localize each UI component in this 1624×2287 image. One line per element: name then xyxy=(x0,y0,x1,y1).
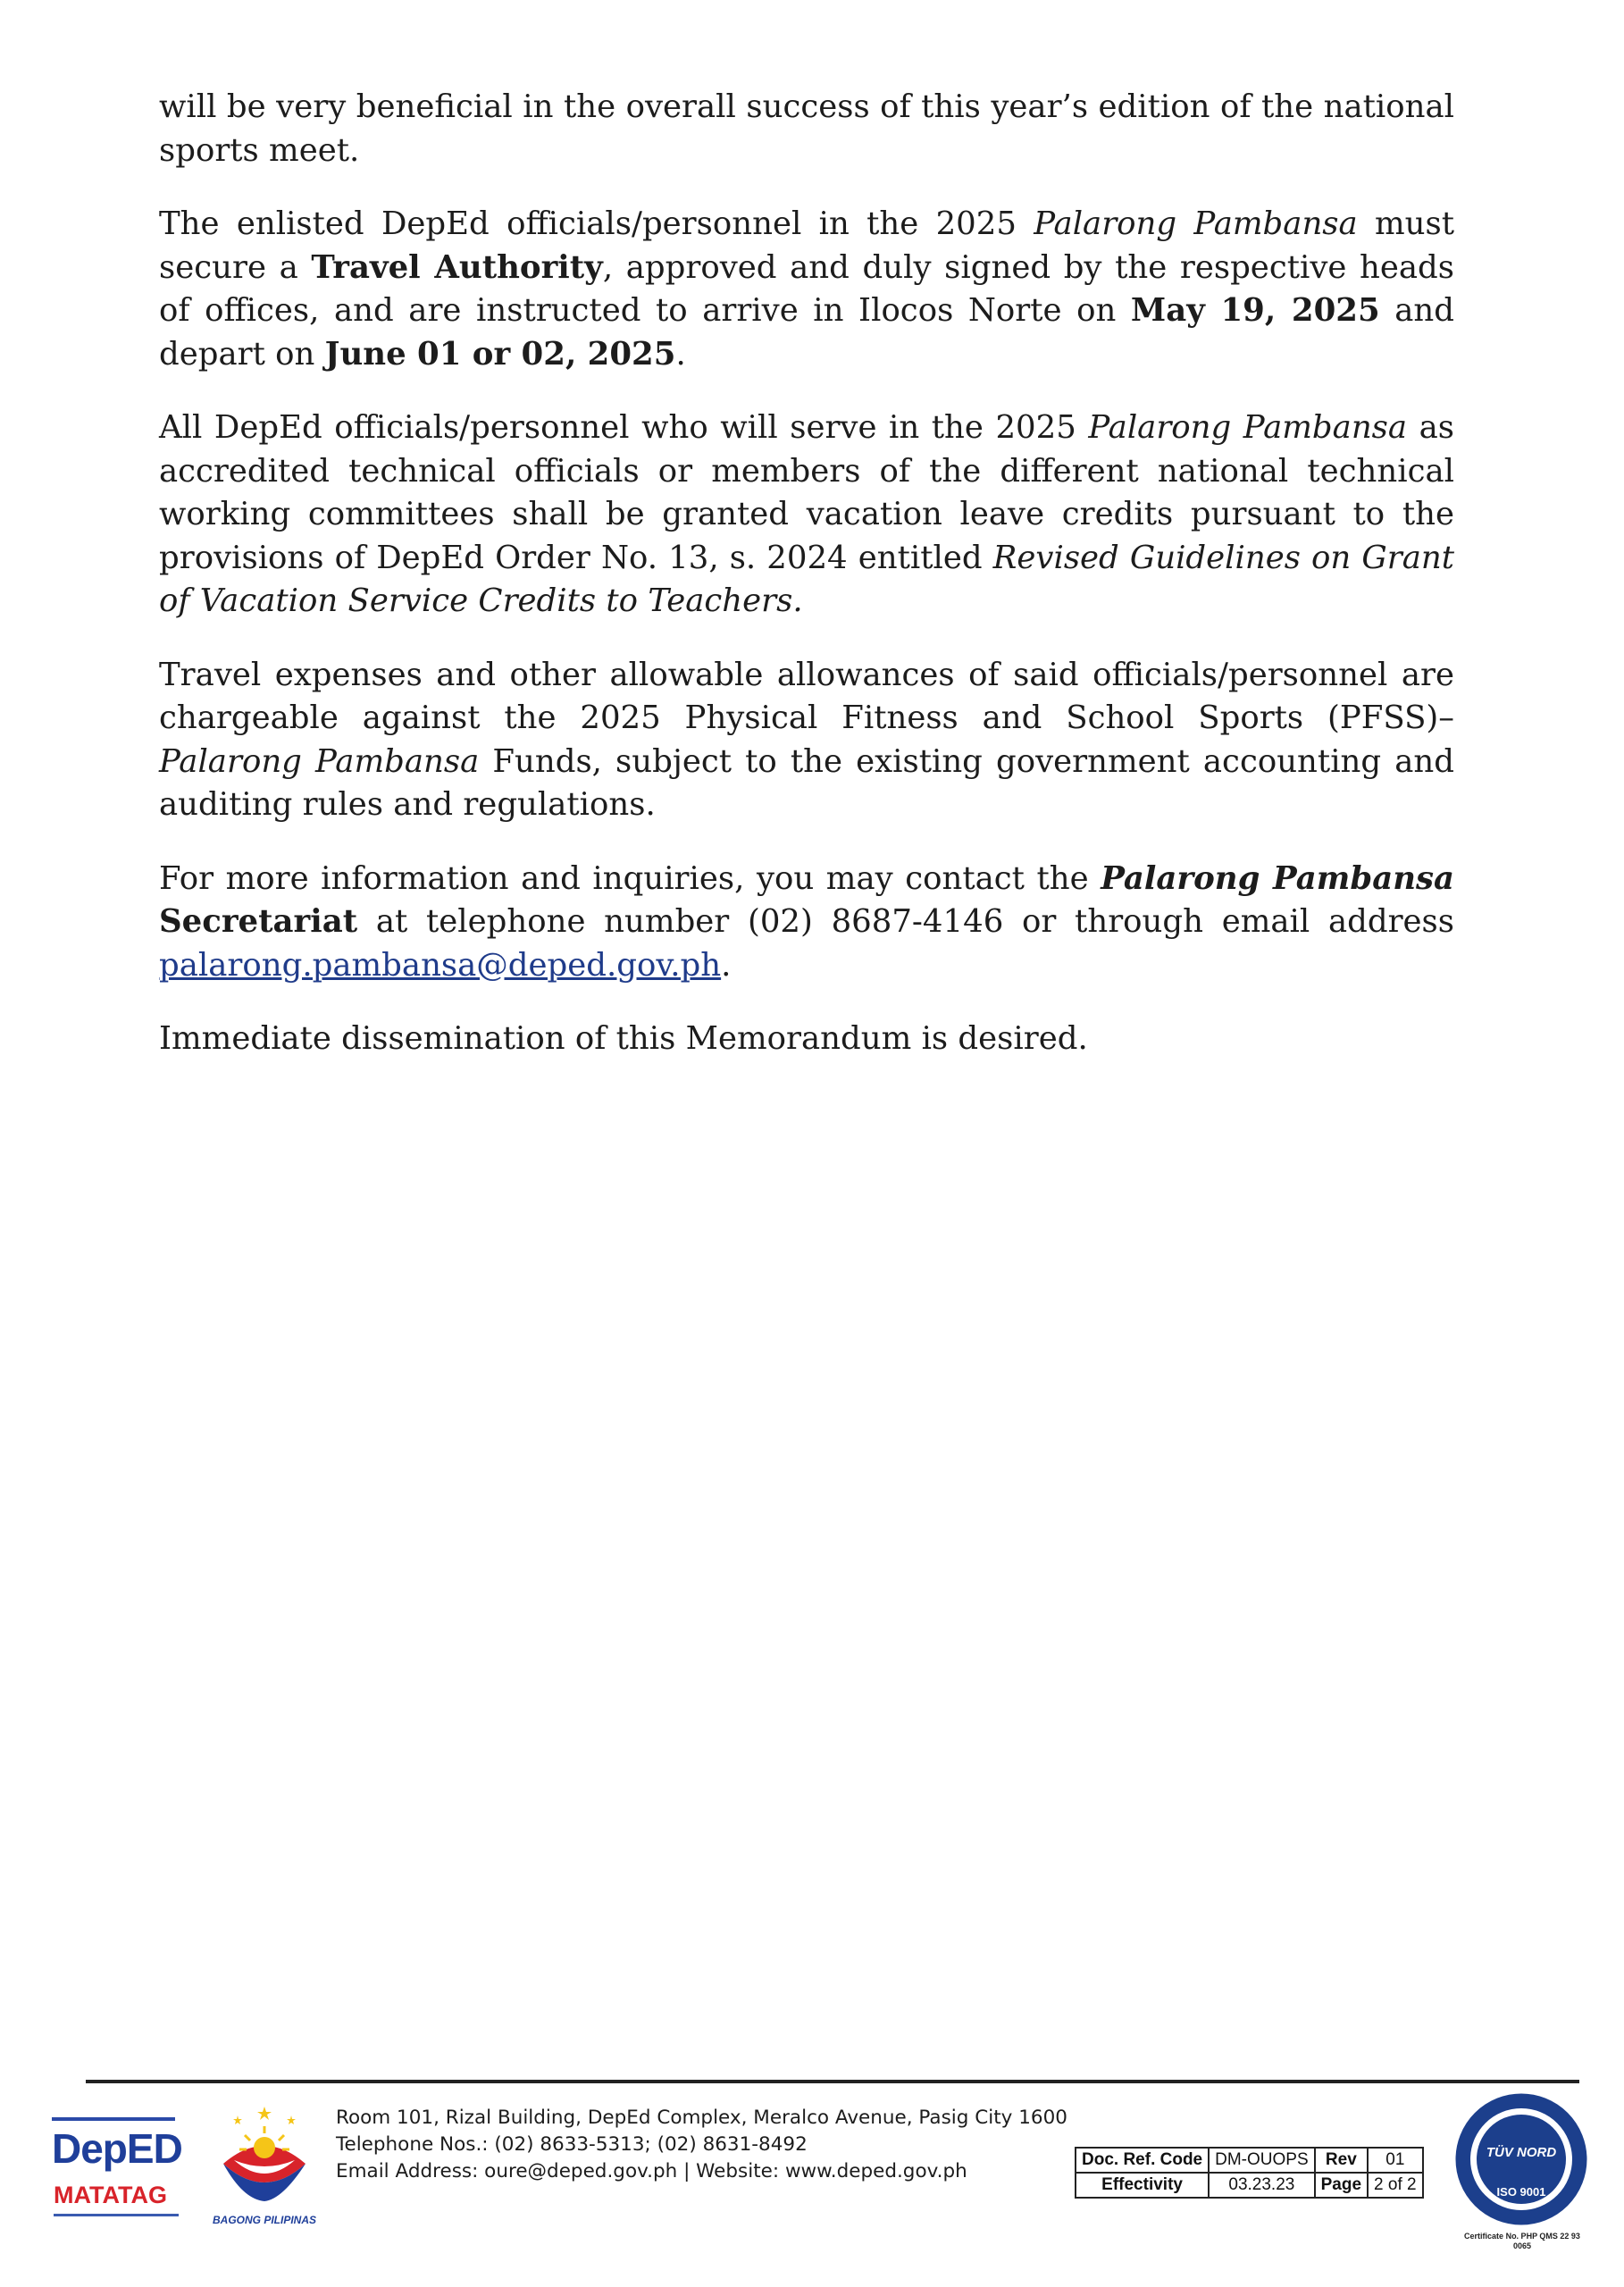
bagong-pilipinas-text: BAGONG PILIPINAS xyxy=(212,2214,316,2226)
departure-date: June 01 or 02, 2025 xyxy=(324,335,676,373)
iso-certificate-number: Certificate No. PHP QMS 22 93 0065 xyxy=(1464,2232,1580,2250)
paragraph-dissemination: Immediate dissemination of this Memorandum is desired. xyxy=(159,1020,1088,1057)
paragraph-travel-expenses: Travel expenses and other allowable allowances of said officials/personnel are chargeable against the 2025 Physical Fitness and School Sports (PFSS)–Palarong Pambansa Funds, subject to the existing government accounting and auditing rules and regulations. xyxy=(159,656,1454,823)
paragraph-contact: For more information and inquiries, you may contact the Palarong Pambansa Secretariat at telephone number (02) 8687-4146 or through email address palarong.pambansa@deped.gov.ph. xyxy=(159,859,1454,984)
doc-ref-value: DM-OUOPS xyxy=(1209,2148,1315,2173)
effectivity-value: 03.23.23 xyxy=(1209,2173,1315,2198)
page-label: Page xyxy=(1315,2173,1368,2198)
deped-matatag-logo xyxy=(52,2110,184,2233)
bagong-pilipinas-logo xyxy=(202,2101,327,2233)
email-website-line: Email Address: oure@deped.gov.ph | Website: www.deped.gov.ph xyxy=(336,2160,967,2182)
page-value: 2 of 2 xyxy=(1368,2173,1423,2198)
rev-value: 01 xyxy=(1368,2148,1423,2173)
table-row xyxy=(1076,2148,1423,2173)
logo-accent-line xyxy=(52,2117,175,2121)
office-address-block xyxy=(336,2105,1067,2185)
footer-divider xyxy=(86,2080,1579,2083)
rev-label: Rev xyxy=(1315,2148,1368,2173)
arrival-date: May 19, 2025 xyxy=(1130,292,1380,329)
telephone-line: Telephone Nos.: (02) 8633-5313; (02) 8631-8492 xyxy=(336,2133,808,2156)
memorandum-body xyxy=(159,86,1454,1092)
effectivity-label: Effectivity xyxy=(1076,2173,1209,2198)
doc-ref-label: Doc. Ref. Code xyxy=(1076,2148,1209,2173)
paragraph-travel-authority: The enlisted DepEd officials/personnel in the 2025 Palarong Pambansa must secure a Travel Authority, approved and duly signed by the respective heads of offices, and are instructed to arrive in Ilocos Norte on May 19, 2025 and depart on June 01 or 02, 2025. xyxy=(159,205,1455,373)
svg-text:ISO 9001: ISO 9001 xyxy=(1496,2185,1546,2199)
address-line: Room 101, Rizal Building, DepEd Complex, Meralco Avenue, Pasig City 1600 xyxy=(336,2107,1067,2129)
document-reference-table xyxy=(1075,2147,1424,2199)
order-title: Revised Guidelines on Grant of Vacation Service Credits to Teachers. xyxy=(159,539,1455,619)
matatag-wordmark: MATATAG xyxy=(54,2182,167,2208)
paragraph-sports-meet: will be very beneficial in the overall success of this year’s edition of the national sports meet. xyxy=(159,88,1454,169)
email-link[interactable]: palarong.pambansa@deped.gov.ph xyxy=(159,946,722,984)
tuv-nord-iso-badge-icon xyxy=(1454,2092,1588,2226)
svg-text:TÜV NORD: TÜV NORD xyxy=(1486,2145,1557,2160)
secretariat-name: Palarong Pambansa xyxy=(1101,859,1454,897)
logo-tagline-bar xyxy=(54,2214,179,2216)
table-row xyxy=(1076,2173,1423,2198)
travel-authority-text: Travel Authority xyxy=(311,248,603,286)
sun-flag-emblem-icon xyxy=(202,2101,327,2212)
deped-wordmark: DepED xyxy=(52,2125,182,2172)
paragraph-leave-credits: All DepEd officials/personnel who will serve in the 2025 Palarong Pambansa as accredited technical officials or members of the different national technical working committees shall be granted vacation leave credits pursuant to the provisions of DepEd Order No. 13, s. 2024 entitled Revised Guidelines on Grant of Vacation Service Credits to Teachers. xyxy=(159,409,1455,619)
